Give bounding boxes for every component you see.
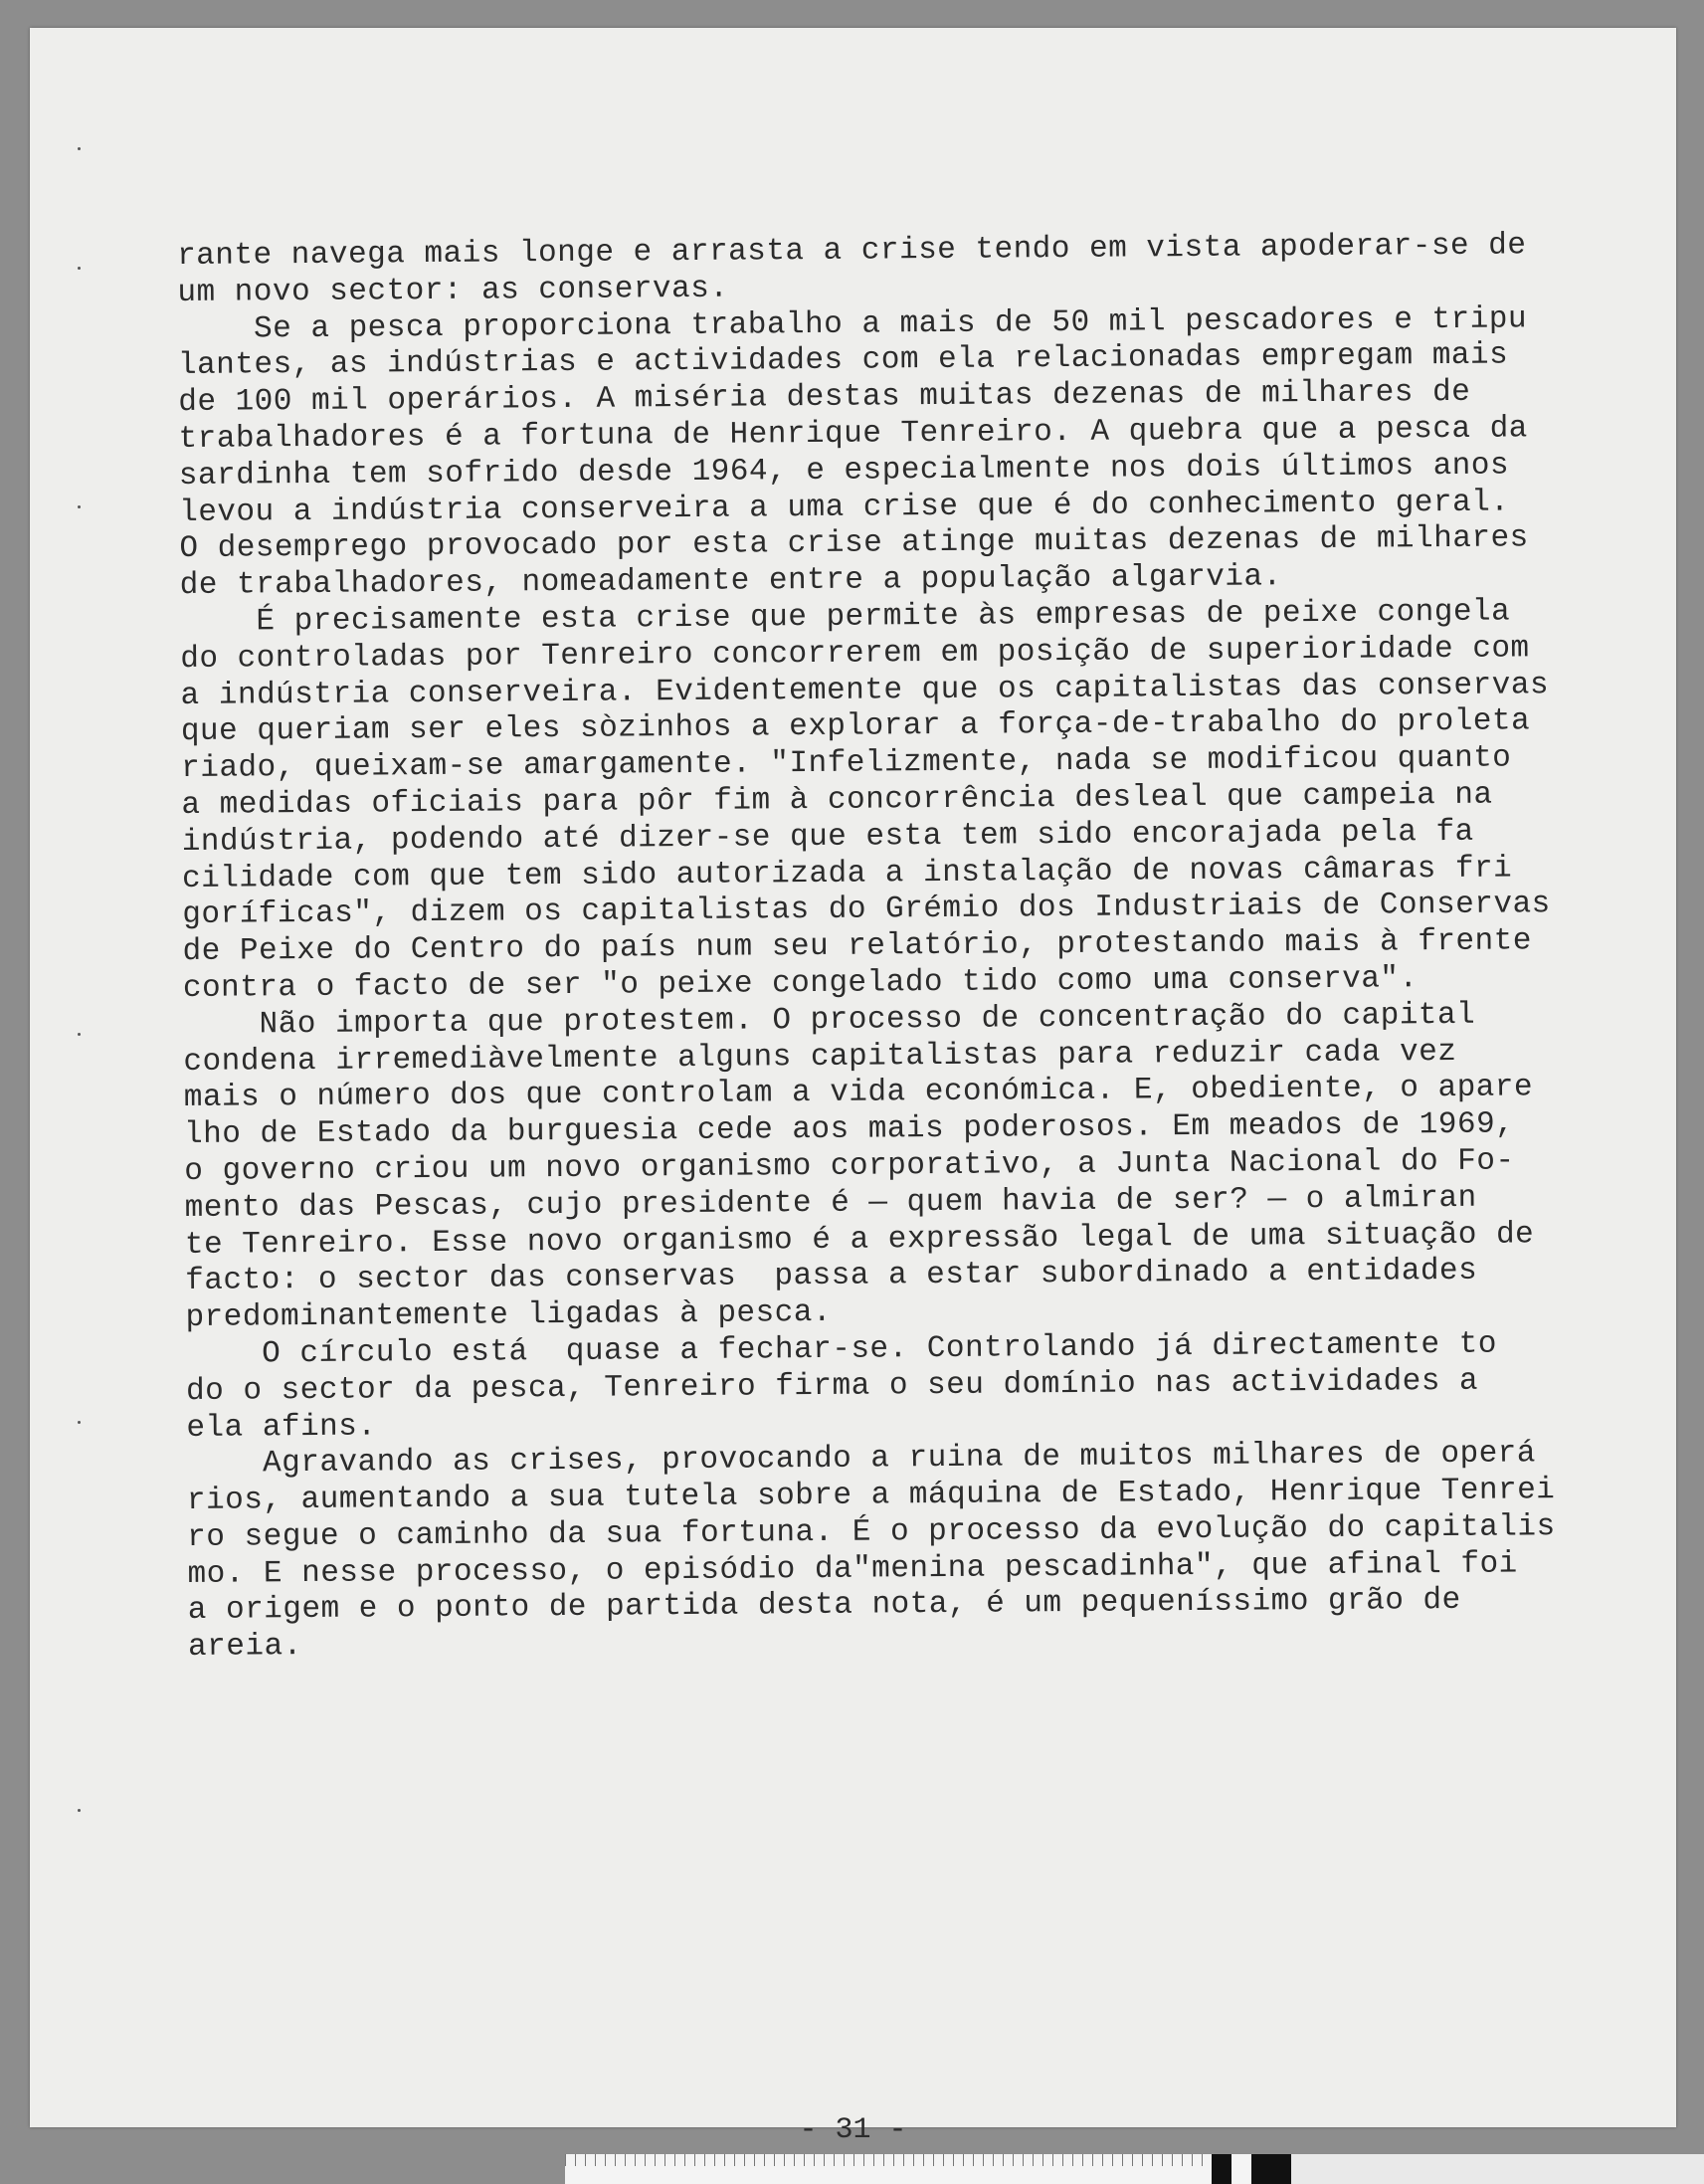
text-line: ro segue o caminho da sua fortuna. É o processo da evolução do capitalis — [187, 1509, 1556, 1555]
text-line: goríficas", dizem os capitalistas do Grémio dos Industriais de Conservas — [182, 887, 1551, 933]
text-line: mo. E nesse processo, o episódio da"menina pescadinha", que afinal foi — [187, 1546, 1518, 1592]
text-line: rios, aumentando a sua tutela sobre a máquina de Estado, Henrique Tenrei — [186, 1473, 1556, 1519]
text-line: areia. — [187, 1629, 302, 1666]
text-line: É precisamente esta crise que permite às empresas de peixe congela — [179, 594, 1511, 640]
text-line: cilidade com que tem sido autorizada a instalação de novas câmaras fri — [181, 851, 1513, 896]
margin-mark — [78, 1033, 81, 1036]
text-line: indústria, podendo até dizer-se que esta tem sido encorajada pela fa — [181, 814, 1474, 860]
text-line: o governo criou um novo organismo corporativo, a Junta Nacional do Fo- — [184, 1143, 1515, 1189]
body-text — [177, 228, 1640, 1668]
text-line: ela afins. — [186, 1408, 377, 1446]
margin-mark — [78, 1809, 81, 1812]
margin-mark — [78, 505, 81, 508]
text-line: te Tenreiro. Esse novo organismo é a expressão legal de uma situação de — [184, 1216, 1535, 1263]
color-swatch — [1231, 2154, 1251, 2184]
text-line: condena irremediàvelmente alguns capitalistas para reduzir cada vez — [183, 1034, 1457, 1080]
text-line: que queriam ser eles sòzinhos a explorar a força-de-trabalho do proleta — [180, 703, 1531, 750]
text-line: sardinha tem sofrido desde 1964, e especialmente nos dois últimos anos — [178, 448, 1510, 494]
scale-ruler — [565, 2154, 1212, 2184]
margin-mark — [78, 1421, 81, 1424]
text-line: de trabalhadores, nomeadamente entre a população algarvia. — [179, 559, 1282, 604]
text-line: Não importa que protestem. O processo de concentração do capital — [183, 997, 1476, 1043]
text-line: O desemprego provocado por esta crise atinge muitas dezenas de milhares — [179, 520, 1529, 567]
text-line: riado, queixam-se amargamente. "Infelizmente, nada se modificou quanto — [181, 740, 1512, 787]
text-line: do controladas por Tenreiro concorrerem em posição de superioridade com — [180, 631, 1530, 677]
text-line: O círculo está quase a fechar-se. Controlando já directamente to — [185, 1326, 1498, 1372]
text-line: predominantemente ligadas à pesca. — [185, 1294, 833, 1336]
text-line: contra o facto de ser "o peixe congelado tido como uma conserva". — [182, 961, 1419, 1006]
text-line: rante navega mais longe e arrasta a crise tendo em vista apoderar-se de — [177, 228, 1527, 274]
color-swatch — [1212, 2154, 1231, 2184]
text-line: mais o número dos que controlam a vida económica. E, obediente, o apare — [183, 1070, 1534, 1116]
text-line: de 100 mil operários. A miséria destas muitas dezenas de milhares de — [178, 374, 1471, 421]
document-page — [30, 28, 1676, 2147]
text-line: a indústria conserveira. Evidentemente que os capitalistas das conservas — [180, 667, 1550, 713]
text-line: de Peixe do Centro do país num seu relatório, protestando mais à frente — [182, 923, 1533, 970]
color-swatch — [1251, 2154, 1291, 2184]
text-line: do o sector da pesca, Tenreiro firma o seu domínio nas actividades a — [185, 1363, 1479, 1409]
text-line: trabalhadores é a fortuna de Henrique Tenreiro. A quebra que a pesca da — [178, 411, 1529, 457]
text-line: mento das Pescas, cujo presidente é — quem havia de ser? — o almiran — [184, 1180, 1477, 1226]
text-line: lantes, as indústrias e actividades com ela relacionadas empregam mais — [177, 337, 1509, 384]
text-line: lho de Estado da burguesia cede aos mais poderosos. Em meados de 1969, — [183, 1106, 1515, 1153]
text-line: a origem e o ponto de partida desta nota, é um pequeníssimo grão de — [187, 1583, 1461, 1629]
text-line: Agravando as crises, provocando a ruina de muitos milhares de operá — [186, 1436, 1537, 1483]
text-line: facto: o sector das conservas passa a estar subordinado a entidades — [185, 1254, 1478, 1299]
text-line: Se a pesca proporciona trabalho a mais de 50 mil pescadores e tripu — [177, 300, 1528, 347]
text-line: levou a indústria conserveira a uma crise que é do conhecimento geral. — [179, 485, 1510, 530]
margin-mark — [78, 267, 81, 270]
text-line: a medidas oficiais para pôr fim à concorrência desleal que campeia na — [181, 777, 1493, 823]
page-number: - 31 - — [799, 2113, 907, 2147]
margin-mark — [78, 147, 81, 150]
color-swatch — [1291, 2154, 1704, 2184]
text-line: um novo sector: as conservas. — [177, 271, 729, 310]
